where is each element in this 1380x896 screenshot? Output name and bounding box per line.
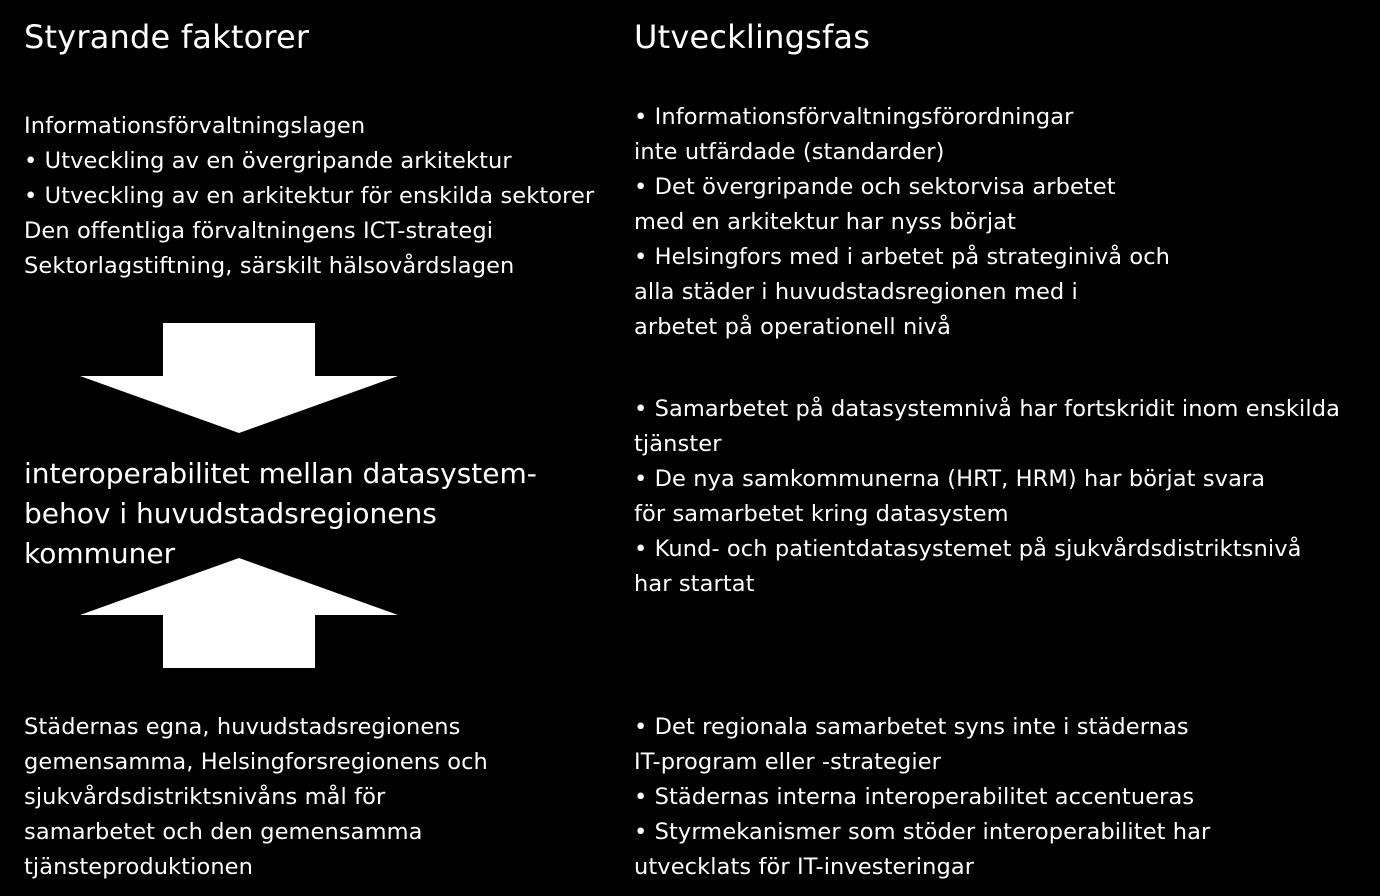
center-concept	[24, 454, 537, 574]
driver-item: • Utveckling av en arkitektur för enskilda sektorer	[24, 183, 595, 209]
phase-line: med en arkitektur har nyss börjat	[634, 209, 1017, 235]
phase-block-2	[634, 392, 1340, 602]
phase-line: utvecklats för IT-investeringar	[634, 854, 975, 880]
left-title: Styrande faktorer	[24, 18, 310, 56]
phase-line: • Samarbetet på datasystemnivå har fortskridit inom enskilda	[634, 396, 1340, 422]
phase-line: tjänster	[634, 431, 722, 457]
phase-line: • Kund- och patientdatasystemet på sjukvårdsdistriktsnivå	[634, 536, 1302, 562]
phase-block-1	[634, 100, 1170, 345]
driver-item: • Utveckling av en övergripande arkitektur	[24, 148, 512, 174]
phase-line: IT-program eller -strategier	[634, 749, 942, 775]
driver-item: Den offentliga förvaltningens ICT-strategi	[24, 218, 494, 244]
right-title: Utvecklingsfas	[634, 18, 871, 56]
phase-line: • Helsingfors med i arbetet på strateginivå och	[634, 244, 1171, 270]
goal-line: sjukvårdsdistriktsnivåns mål för	[24, 784, 386, 810]
center-line: kommuner	[24, 537, 176, 570]
driver-item: Sektorlagstiftning, särskilt hälsovårdslagen	[24, 253, 515, 279]
phase-line: alla städer i huvudstadsregionen med i	[634, 279, 1078, 305]
phase-line: • Städernas interna interoperabilitet accentueras	[634, 784, 1195, 810]
goal-line: tjänsteproduktionen	[24, 854, 253, 880]
phase-line: • Det regionala samarbetet syns inte i städernas	[634, 714, 1189, 740]
phase-line: • Styrmekanismer som stöder interoperabilitet har	[634, 819, 1211, 845]
arrow-down-icon	[80, 323, 400, 435]
drivers-list	[24, 109, 594, 284]
phase-line: • De nya samkommunerna (HRT, HRM) har börjat svara	[634, 466, 1266, 492]
goals-list	[24, 710, 488, 885]
phase-block-3	[634, 710, 1210, 885]
phase-line: har startat	[634, 571, 755, 597]
phase-line: • Det övergripande och sektorvisa arbetet	[634, 174, 1116, 200]
center-line: behov i huvudstadsregionens	[24, 497, 437, 530]
driver-item: Informationsförvaltningslagen	[24, 113, 366, 139]
phase-line: för samarbetet kring datasystem	[634, 501, 1009, 527]
goal-line: Städernas egna, huvudstadsregionens	[24, 714, 461, 740]
goal-line: samarbetet och den gemensamma	[24, 819, 423, 845]
goal-line: gemensamma, Helsingforsregionens och	[24, 749, 488, 775]
phase-line: arbetet på operationell nivå	[634, 314, 951, 340]
phase-line: inte utfärdade (standarder)	[634, 139, 945, 165]
arrow-up-icon	[80, 558, 400, 670]
center-line: interoperabilitet mellan datasystem-	[24, 457, 537, 490]
phase-line: • Informationsförvaltningsförordningar	[634, 104, 1074, 130]
